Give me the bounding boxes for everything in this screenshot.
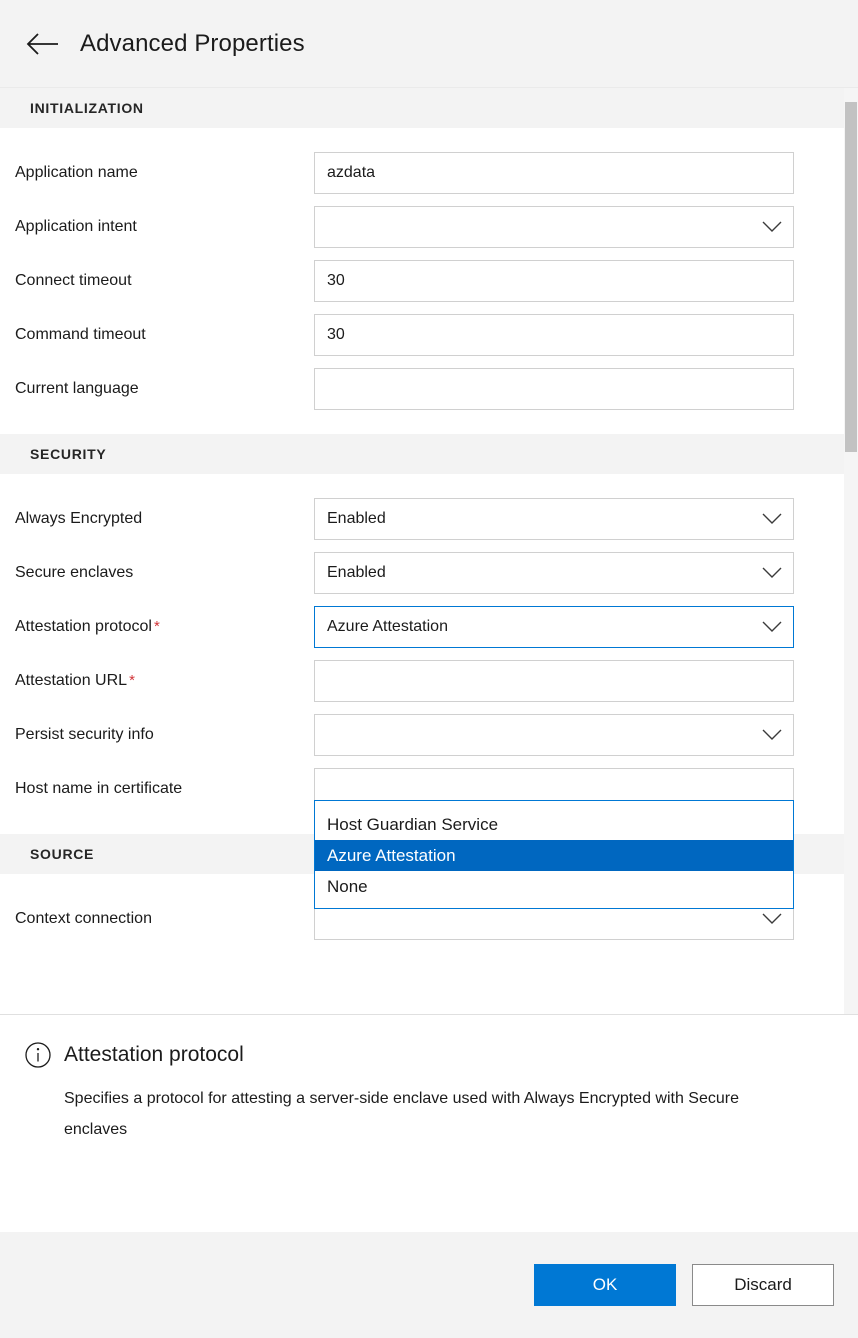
dropdown-option-azure-attestation[interactable]: Azure Attestation	[315, 840, 793, 871]
row-persist-security-info	[0, 708, 858, 762]
dropdown-option-none[interactable]: None	[327, 876, 368, 896]
input-attestation-url[interactable]	[314, 660, 794, 702]
input-connect-timeout[interactable]	[314, 260, 794, 302]
chevron-down-icon	[761, 562, 783, 584]
dialog-body	[0, 88, 858, 1014]
required-asterisk: *	[153, 618, 160, 635]
input-application-name[interactable]	[314, 152, 794, 194]
back-arrow-icon[interactable]	[18, 20, 66, 68]
section-header-initialization: INITIALIZATION	[0, 88, 844, 128]
chevron-down-icon	[761, 724, 783, 746]
section-header-security: SECURITY	[0, 434, 844, 474]
select-always-encrypted[interactable]	[314, 498, 794, 540]
input-current-language[interactable]	[314, 368, 794, 410]
label-attestation-protocol	[14, 618, 314, 636]
row-current-language	[0, 362, 858, 416]
label-text-attestation-url: Attestation URL	[15, 672, 128, 689]
chevron-down-icon	[761, 216, 783, 238]
select-persist-security-info[interactable]	[314, 714, 794, 756]
value-command-timeout: 30	[327, 326, 345, 343]
select-application-intent[interactable]	[314, 206, 794, 248]
discard-button[interactable]: Discard	[692, 1264, 834, 1306]
info-description: Specifies a protocol for attesting a server-side enclave used with Always Encrypted with Secure enclaves	[64, 1090, 739, 1139]
select-secure-enclaves[interactable]	[314, 552, 794, 594]
row-secure-enclaves	[0, 546, 858, 600]
label-application-name: Application name	[15, 164, 138, 181]
dialog-footer	[0, 1232, 858, 1338]
input-command-timeout[interactable]	[314, 314, 794, 356]
row-application-intent	[0, 200, 858, 254]
chevron-down-icon	[761, 616, 783, 638]
label-persist-security-info: Persist security info	[15, 726, 154, 743]
info-panel	[0, 1014, 858, 1232]
label-attestation-url	[14, 672, 314, 690]
section-header-source: SOURCE	[0, 834, 844, 874]
info-title-row	[24, 1041, 828, 1069]
value-always-encrypted: Enabled	[327, 510, 386, 527]
label-context-connection: Context connection	[15, 910, 152, 927]
row-always-encrypted	[0, 492, 858, 546]
value-application-name: azdata	[327, 164, 376, 181]
properties-scroll-area	[0, 88, 858, 1014]
label-connect-timeout: Connect timeout	[15, 272, 132, 289]
ok-button[interactable]: OK	[534, 1264, 676, 1306]
required-asterisk: *	[129, 672, 135, 689]
dropdown-option-host-guardian-service[interactable]: Host Guardian Service	[327, 814, 499, 834]
chevron-down-icon	[761, 508, 783, 530]
select-attestation-protocol[interactable]	[314, 606, 794, 648]
label-current-language: Current language	[15, 380, 139, 397]
value-secure-enclaves: Enabled	[327, 564, 386, 581]
label-secure-enclaves: Secure enclaves	[15, 564, 134, 581]
row-connect-timeout	[0, 254, 858, 308]
label-host-name-in-certificate: Host name in certificate	[15, 780, 183, 797]
row-command-timeout	[0, 308, 858, 362]
label-application-intent: Application intent	[15, 218, 137, 235]
row-attestation-url	[0, 654, 858, 708]
info-title: Attestation protocol	[64, 1043, 244, 1066]
dialog-header	[0, 0, 858, 88]
row-attestation-protocol	[0, 600, 858, 654]
label-command-timeout: Command timeout	[15, 326, 146, 343]
label-always-encrypted: Always Encrypted	[15, 510, 143, 527]
chevron-down-icon	[761, 908, 783, 930]
value-attestation-protocol: Azure Attestation	[327, 618, 448, 635]
row-application-name	[0, 146, 858, 200]
attestation-protocol-dropdown-list[interactable]	[314, 800, 794, 909]
vertical-scrollbar[interactable]	[844, 88, 858, 1014]
info-circle-icon	[24, 1041, 52, 1069]
scrollbar-thumb[interactable]	[845, 102, 857, 452]
value-connect-timeout: 30	[327, 272, 345, 289]
page-title: Advanced Properties	[80, 29, 305, 57]
label-text-attestation-protocol: Attestation protocol	[15, 618, 152, 635]
